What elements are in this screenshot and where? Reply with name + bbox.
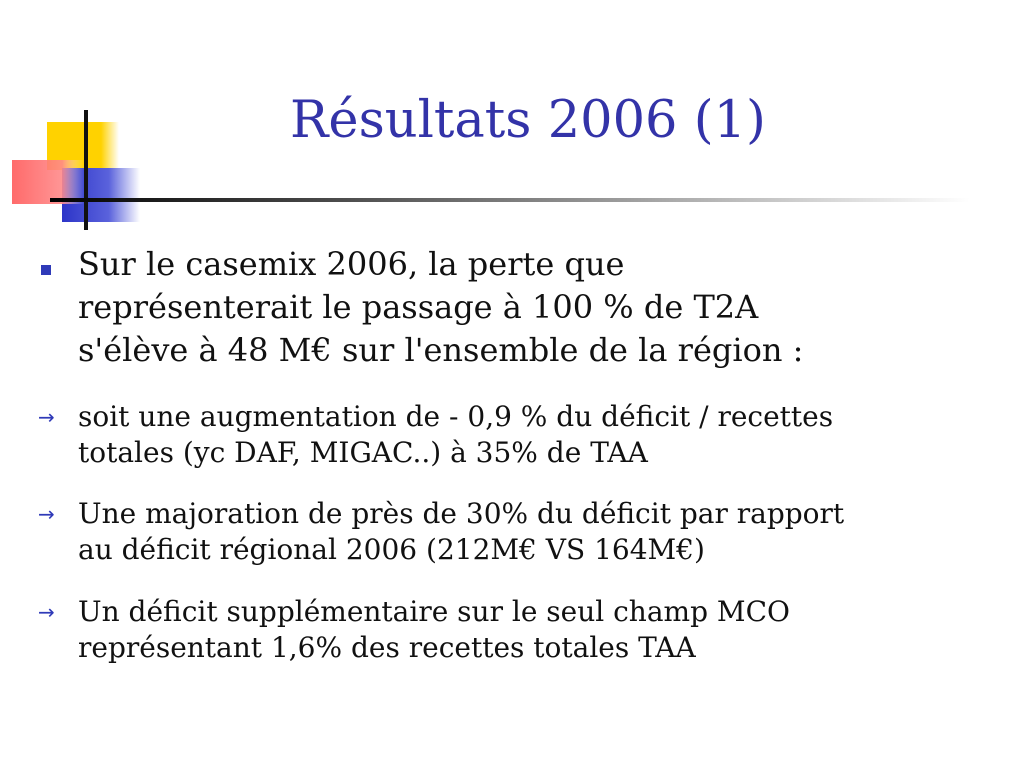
bullet-line: représentant 1,6% des recettes totales TAA bbox=[78, 631, 696, 664]
slide-title: Résultats 2006 (1) bbox=[290, 91, 766, 150]
bullet-item-1 bbox=[0, 243, 1024, 399]
bullet-line: s'élève à 48 M€ sur l'ensemble de la région : bbox=[78, 331, 804, 369]
bullet-line: totales (yc DAF, MIGAC..) à 35% de TAA bbox=[78, 436, 648, 469]
sub-bullet-item-3 bbox=[0, 594, 1024, 684]
bullet-line: représenterait le passage à 100 % de T2A bbox=[78, 288, 759, 326]
bullet-line: au déficit régional 2006 (212M€ VS 164M€) bbox=[78, 533, 705, 566]
bullet-line: Une majoration de près de 30% du déficit par rapport bbox=[78, 497, 845, 530]
bullet-text bbox=[78, 243, 803, 372]
right-arrow-icon: → bbox=[38, 405, 55, 429]
title-underline bbox=[50, 198, 970, 202]
square-bullet-icon bbox=[41, 265, 51, 275]
sub-bullet-item-2 bbox=[0, 496, 1024, 594]
right-arrow-icon: → bbox=[38, 600, 55, 624]
deco-red-square bbox=[12, 160, 84, 204]
bullet-line: soit une augmentation de - 0,9 % du déficit / recettes bbox=[78, 400, 834, 433]
sub-bullet-text bbox=[78, 399, 833, 471]
sub-bullet-item-1 bbox=[0, 399, 1024, 496]
bullet-line: Un déficit supplémentaire sur le seul champ MCO bbox=[78, 595, 790, 628]
bullet-list bbox=[0, 243, 1024, 684]
deco-vertical-line bbox=[84, 110, 88, 230]
right-arrow-icon: → bbox=[38, 502, 55, 526]
sub-bullet-text bbox=[78, 594, 790, 666]
sub-bullet-text bbox=[78, 496, 844, 568]
bullet-line: Sur le casemix 2006, la perte que bbox=[78, 245, 625, 283]
